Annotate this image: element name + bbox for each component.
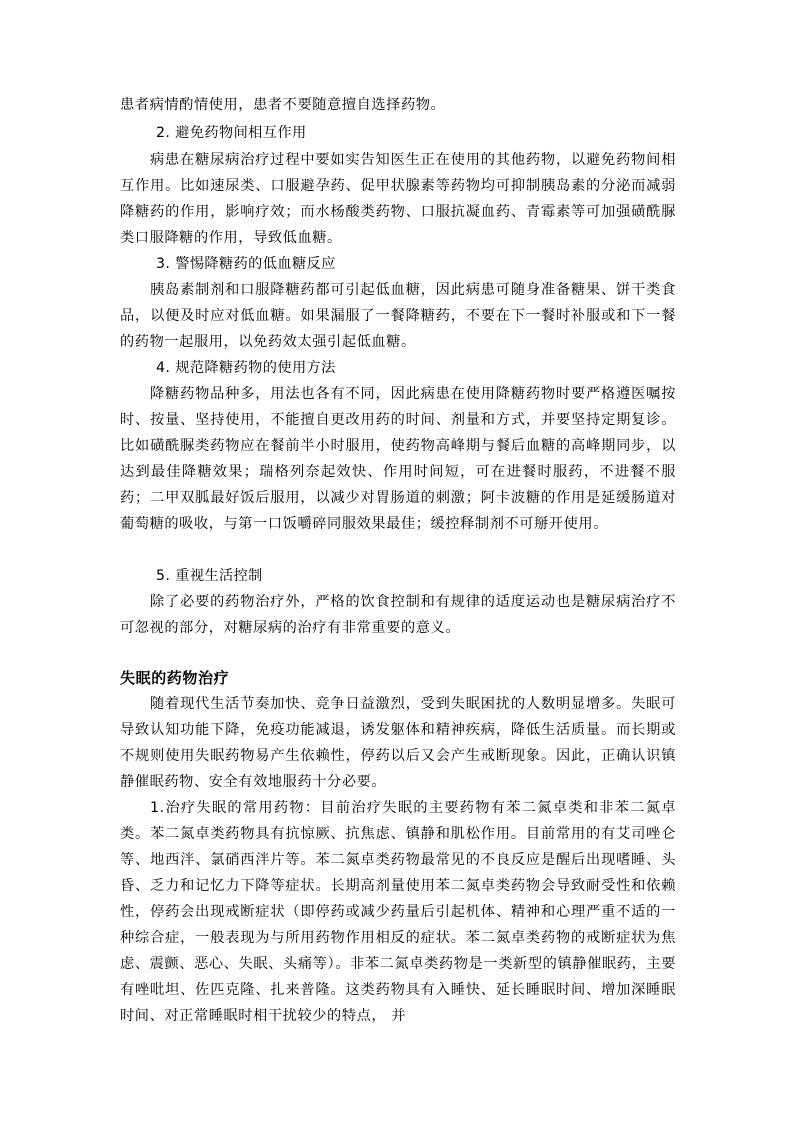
paragraph-usage-methods: 降糖药物品种多，用法也各有不同，因此病患在使用降糖药物时要严格遵医嘱按时、按量、坚持使用，不能擅自更改用药的时间、剂量和方式，并要坚持定期复诊。比如磺酰脲类药物应在餐前半小时服用，使药物高峰期与餐后血糖的高峰期同步，以达到最佳降糖效果；瑞格列奈起效快、作用时间短，可在进餐时服药，不进餐不服药；二甲双胍最好饭后服用，以减少对胃肠道的刺激；阿卡波糖的作用是延缓肠道对葡萄糖的吸收，与第一口饭嚼碎同服效果最佳；缓控释制剂不可掰开使用。 — [120, 386, 676, 532]
paragraph-insomnia-intro: 随着现代生活节奏加快、竞争日益激烈，受到失眠困扰的人数明显增多。失眠可导致认知功能下降，免疫功能减退，诱发躯体和精神疾病，降低生活质量。而长期或不规则使用失眠药物易产生依赖性，停药以后又会产生戒断现象。因此，正确认识镇静催眠药物、安全有效地服药十分必要。 — [120, 696, 676, 790]
section-title-insomnia: 失眠的药物治疗 — [120, 669, 230, 687]
heading-avoid-interactions: 2. 避免药物间相互作用 — [156, 125, 307, 141]
paragraph-continued: 患者病情酌情使用，患者不要随意擅自选择药物。 — [120, 97, 446, 113]
paragraph-avoid-interactions: 病患在糖尿病治疗过程中要如实告知医生正在使用的其他药物，以避免药物间相互作用。比如速尿类、口服避孕药、促甲状腺素等药物均可抑制胰岛素的分泌而减弱降糖药的作用，影响疗效；而水杨酸类药物、口服抗凝血药、青霉素等可加强磺酰脲类口服降糖的作用，导致低血糖。 — [120, 152, 676, 246]
paragraph-lifestyle: 除了必要的药物治疗外，严格的饮食控制和有规律的适度运动也是糖尿病治疗不可忽视的部分，对糖尿病的治疗有非常重要的意义。 — [120, 594, 676, 636]
paragraph-insomnia-drugs: 1.治疗失眠的常用药物：目前治疗失眠的主要药物有苯二氮卓类和非苯二氮卓类。苯二氮卓类药物具有抗惊厥、抗焦虑、镇静和肌松作用。目前常用的有艾司唑仑等、地西泮、氯硝西泮片等。苯二氮卓类药物最常见的不良反应是醒后出现嗜睡、头昏、乏力和记忆力下降等症状。长期高剂量使用苯二氮卓类药物会导致耐受性和依赖性，停药会出现戒断症状（即停药或减少药量后引起机体、精神和心理严重不适的一种综合症，一般表现为与所用药物作用相反的症状。苯二氮卓类药物的戒断症状为焦虑、震颤、恶心、失眠、头痛等）。非苯二氮卓类药物是一类新型的镇静催眠药，主要有唑吡坦、佐匹克隆、扎来普隆。这类药物具有入睡快、延长睡眠时间、增加深睡眠时间、对正常睡眠时相干扰较少的特点， 并 — [120, 800, 676, 1024]
paragraph-hypoglycemia: 胰岛素制剂和口服降糖药都可引起低血糖，因此病患可随身准备糖果、饼干类食品，以便及时应对低血糖。如果漏服了一餐降糖药，不要在下一餐时补服或和下一餐的药物一起服用，以免药效太强引起低血糖。 — [120, 282, 676, 350]
heading-usage-methods: 4. 规范降糖药物的使用方法 — [156, 360, 336, 376]
heading-lifestyle: 5. 重视生活控制 — [156, 568, 263, 584]
heading-hypoglycemia: 3. 警惕降糖药的低血糖反应 — [156, 256, 336, 272]
